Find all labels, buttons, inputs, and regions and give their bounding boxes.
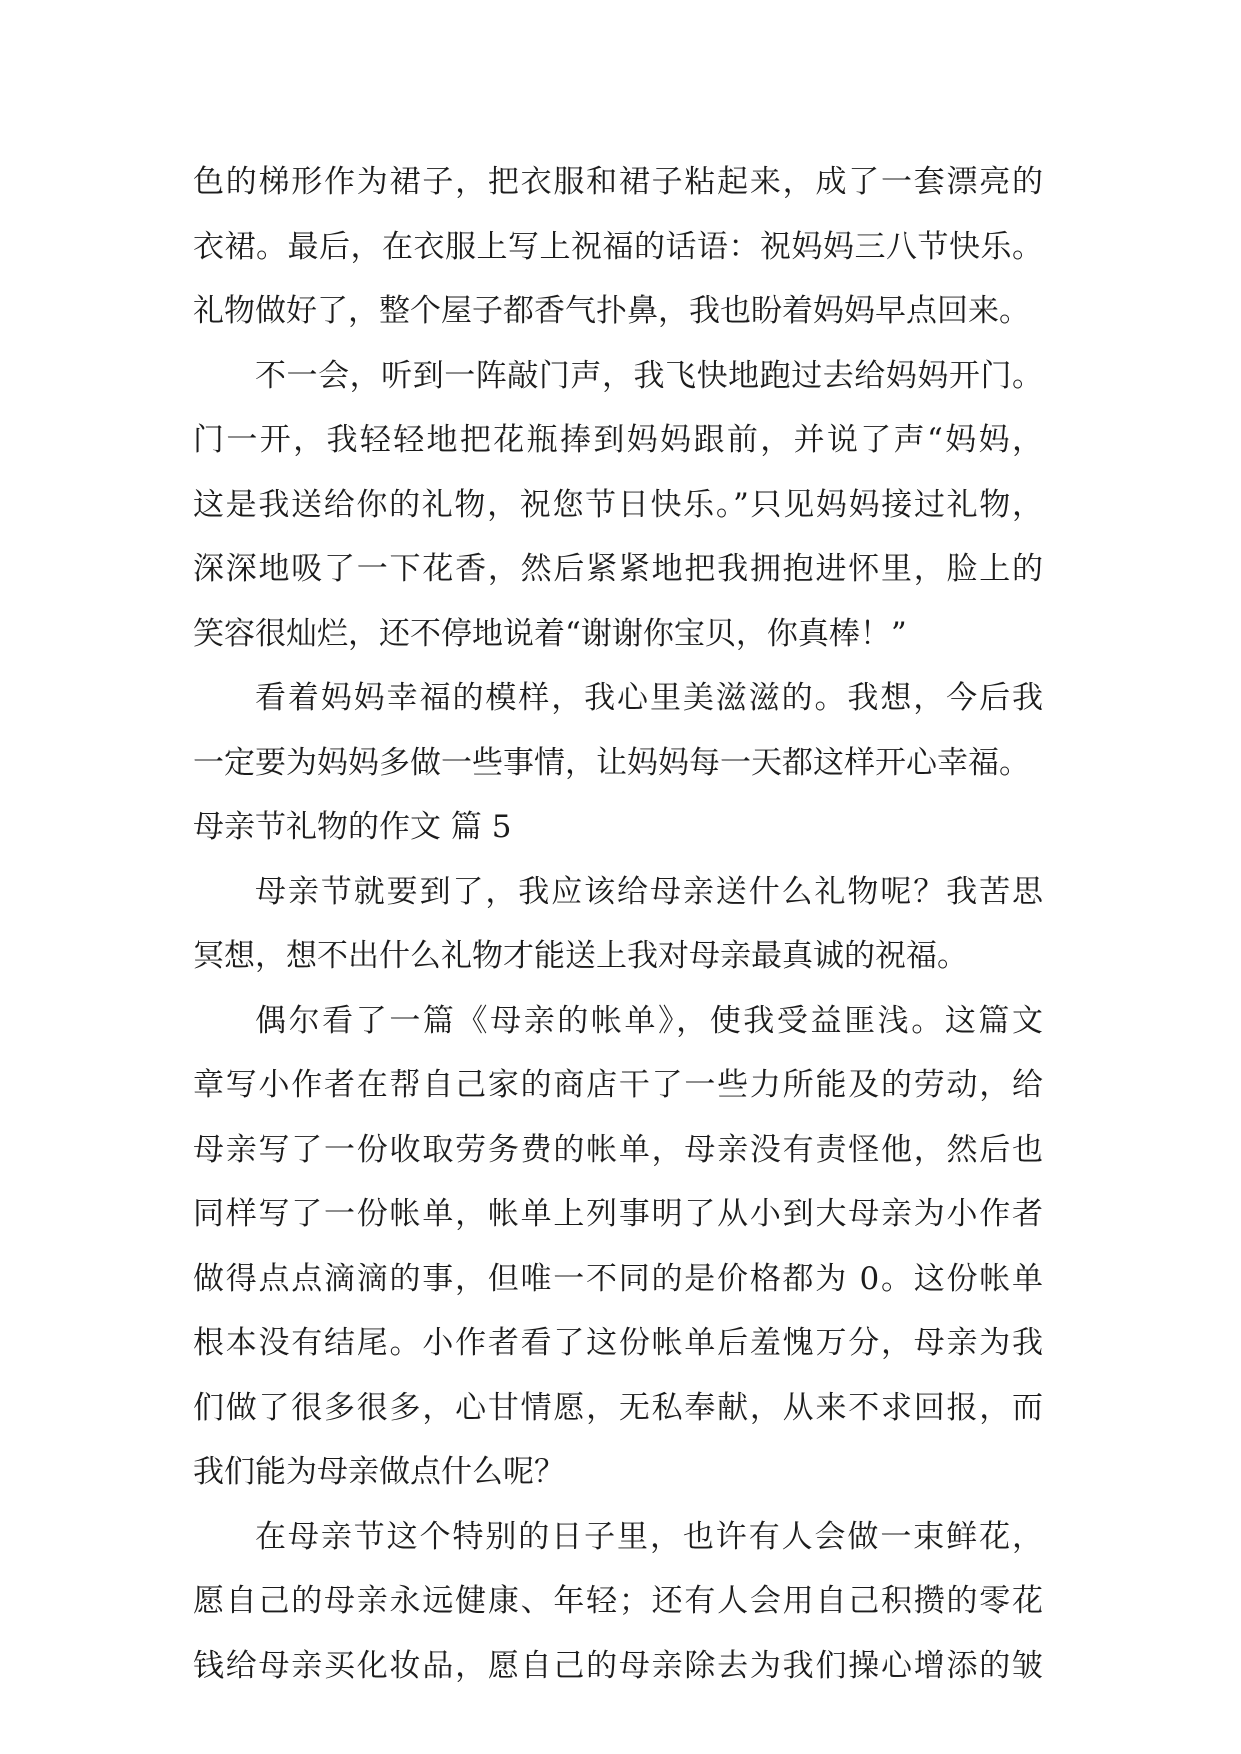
text-line: 深深地吸了一下花香，然后紧紧地把我拥抱进怀里，脸上的 (193, 551, 1043, 587)
text-line: 母亲节就要到了，我应该给母亲送什么礼物呢？我苦思 (255, 873, 1043, 910)
text-line: 一定要为妈妈多做一些事情，让妈妈每一天都这样开心幸福。 (193, 744, 1030, 781)
text-line: 做得点点滴滴的事，但唯一不同的是价格都为 0。这份帐单 (193, 1260, 1043, 1297)
text-line: 在母亲节这个特别的日子里，也许有人会做一束鲜花， (255, 1518, 1043, 1555)
text-line: 冥想，想不出什么礼物才能送上我对母亲最真诚的祝福。 (193, 938, 968, 974)
text-line: 钱给母亲买化妆品，愿自己的母亲除去为我们操心增添的皱 (193, 1647, 1043, 1684)
text-line: 礼物做好了，整个屋子都香气扑鼻，我也盼着妈妈早点回来。 (193, 293, 1030, 329)
text-line: 不一会，听到一阵敲门声，我飞快地跑过去给妈妈开门。 (255, 357, 1043, 394)
text-line: 笑容很灿烂，还不停地说着“谢谢你宝贝，你真棒！” (193, 615, 907, 652)
text-line: 愿自己的母亲永远健康、年轻；还有人会用自己积攒的零花 (193, 1583, 1043, 1619)
section-heading: 母亲节礼物的作文 篇 5 (193, 809, 512, 845)
text-line: 门一开，我轻轻地把花瓶捧到妈妈跟前，并说了声“妈妈， (193, 422, 1043, 458)
text-line: 同样写了一份帐单，帐单上列事明了从小到大母亲为小作者 (193, 1196, 1043, 1232)
text-line: 这是我送给你的礼物，祝您节日快乐。”只见妈妈接过礼物， (193, 486, 1043, 523)
text-line: 偶尔看了一篇《母亲的帐单》，使我受益匪浅。这篇文 (255, 1002, 1043, 1039)
text-line: 我们能为母亲做点什么呢？ (193, 1454, 565, 1490)
text-line: 看着妈妈幸福的模样，我心里美滋滋的。我想，今后我 (255, 680, 1043, 716)
text-line: 根本没有结尾。小作者看了这份帐单后羞愧万分，母亲为我 (193, 1325, 1043, 1361)
text-line: 章写小作者在帮自己家的商店干了一些力所能及的劳动，给 (193, 1067, 1043, 1103)
text-line: 衣裙。最后，在衣服上写上祝福的话语：祝妈妈三八节快乐。 (193, 228, 1043, 265)
text-line: 母亲写了一份收取劳务费的帐单，母亲没有责怪他，然后也 (193, 1131, 1043, 1168)
text-line: 色的梯形作为裙子，把衣服和裙子粘起来，成了一套漂亮的 (193, 164, 1043, 200)
document-body (193, 150, 1043, 1698)
text-line: 们做了很多很多，心甘情愿，无私奉献，从来不求回报，而 (193, 1389, 1043, 1426)
